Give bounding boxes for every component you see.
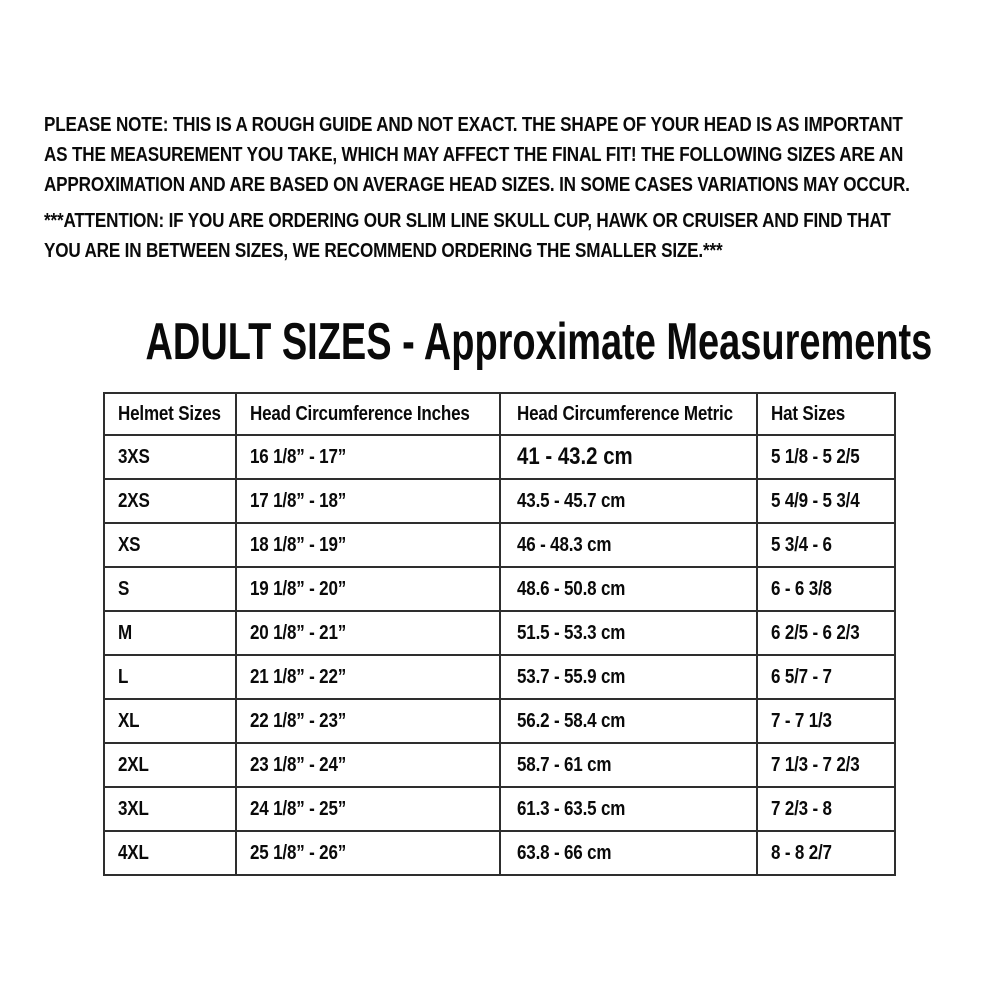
column-header-circumference-metric: Head Circumference Metric [500,393,757,435]
cell-inches: 24 1/8” - 25” [236,787,500,831]
cell-hat-size: 6 2/5 - 6 2/3 [757,611,895,655]
cell-hat-size: 6 - 6 3/8 [757,567,895,611]
cell-inches: 22 1/8” - 23” [236,699,500,743]
table-row-3xl [104,787,895,831]
please-note-line-2: AS THE MEASUREMENT YOU TAKE, WHICH MAY AFFECT THE FINAL FIT! THE FOLLOWING SIZES ARE AN [44,144,904,166]
cell-hat-size: 5 4/9 - 5 3/4 [757,479,895,523]
attention-paragraph [44,206,1000,266]
cell-metric: 63.8 - 66 cm [500,831,757,875]
please-note-line-1: PLEASE NOTE: THIS IS A ROUGH GUIDE AND NOT EXACT. THE SHAPE OF YOUR HEAD IS AS IMPORTANT [44,114,903,136]
cell-metric: 43.5 - 45.7 cm [500,479,757,523]
attention-line-1: ***ATTENTION: IF YOU ARE ORDERING OUR SLIM LINE SKULL CUP, HAWK OR CRUISER AND FIND THAT [44,210,891,232]
page-title [0,314,1000,370]
table-row-3xs [104,435,895,479]
cell-metric: 61.3 - 63.5 cm [500,787,757,831]
cell-helmet-size: 2XL [104,743,236,787]
cell-metric: 51.5 - 53.3 cm [500,611,757,655]
cell-metric: 46 - 48.3 cm [500,523,757,567]
cell-hat-size: 8 - 8 2/7 [757,831,895,875]
cell-inches: 20 1/8” - 21” [236,611,500,655]
table-row-m [104,611,895,655]
cell-inches: 23 1/8” - 24” [236,743,500,787]
cell-metric: 58.7 - 61 cm [500,743,757,787]
cell-helmet-size: 3XL [104,787,236,831]
table-row-2xl [104,743,895,787]
cell-helmet-size: 4XL [104,831,236,875]
please-note-paragraph [44,110,1000,200]
cell-helmet-size: XS [104,523,236,567]
table-row-l [104,655,895,699]
table-row-xl [104,699,895,743]
cell-metric: 56.2 - 58.4 cm [500,699,757,743]
cell-helmet-size: XL [104,699,236,743]
cell-helmet-size: L [104,655,236,699]
cell-helmet-size: 3XS [104,435,236,479]
cell-hat-size: 6 5/7 - 7 [757,655,895,699]
cell-inches: 17 1/8” - 18” [236,479,500,523]
cell-hat-size: 5 3/4 - 6 [757,523,895,567]
cell-helmet-size: 2XS [104,479,236,523]
table-row-s [104,567,895,611]
table-row-xs [104,523,895,567]
cell-helmet-size: M [104,611,236,655]
cell-inches: 25 1/8” - 26” [236,831,500,875]
table-row-2xs [104,479,895,523]
table-row-4xl [104,831,895,875]
cell-hat-size: 7 - 7 1/3 [757,699,895,743]
table-header-row [104,393,895,435]
cell-hat-size: 7 1/3 - 7 2/3 [757,743,895,787]
cell-metric: 48.6 - 50.8 cm [500,567,757,611]
cell-inches: 18 1/8” - 19” [236,523,500,567]
cell-helmet-size: S [104,567,236,611]
cell-inches: 16 1/8” - 17” [236,435,500,479]
column-header-hat-sizes: Hat Sizes [757,393,895,435]
column-header-circumference-inches: Head Circumference Inches [236,393,500,435]
cell-hat-size: 5 1/8 - 5 2/5 [757,435,895,479]
cell-metric: 53.7 - 55.9 cm [500,655,757,699]
adult-sizes-table [103,392,896,876]
page-title-text: ADULT SIZES - Approximate Measurements [145,313,933,371]
cell-inches: 19 1/8” - 20” [236,567,500,611]
cell-metric: 41 - 43.2 cm [500,435,757,479]
please-note-line-3: APPROXIMATION AND ARE BASED ON AVERAGE HEAD SIZES. IN SOME CASES VARIATIONS MAY OCCUR. [44,174,910,196]
column-header-helmet-sizes: Helmet Sizes [104,393,236,435]
cell-inches: 21 1/8” - 22” [236,655,500,699]
attention-line-2: YOU ARE IN BETWEEN SIZES, WE RECOMMEND ORDERING THE SMALLER SIZE.*** [44,240,723,262]
cell-hat-size: 7 2/3 - 8 [757,787,895,831]
